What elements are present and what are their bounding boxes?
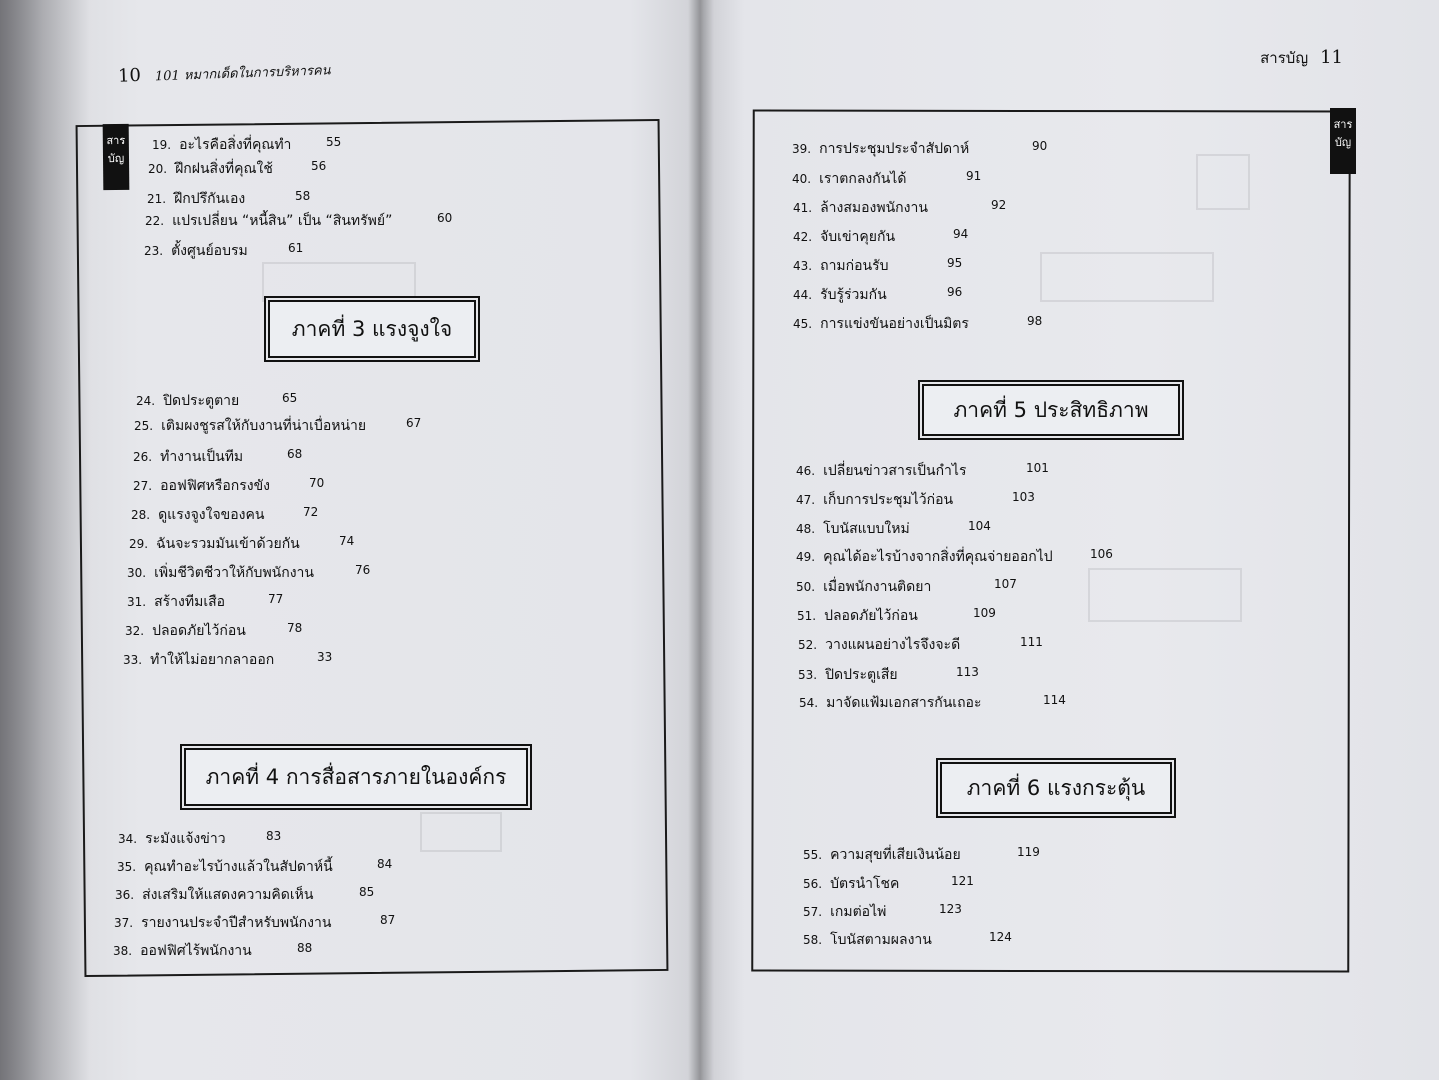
entry-title: ถามก่อนรับ bbox=[820, 258, 889, 274]
entry-title: เมื่อพนักงานติดยา bbox=[823, 579, 932, 595]
entry-number: 56. bbox=[803, 877, 823, 891]
toc-entry bbox=[115, 884, 375, 906]
entry-number: 46. bbox=[796, 464, 816, 478]
entry-page: 76 bbox=[355, 563, 371, 577]
entry-number: 41. bbox=[793, 201, 813, 215]
entry-number: 52. bbox=[798, 638, 818, 652]
toc-entry bbox=[798, 664, 979, 686]
toc-entry bbox=[145, 210, 453, 232]
section-header-6: ภาคที่ 6 แรงกระตุ้น bbox=[940, 762, 1172, 814]
entry-page: 101 bbox=[1026, 461, 1049, 475]
toc-entry bbox=[798, 634, 1043, 656]
toc-entry bbox=[131, 504, 319, 526]
entry-page: 61 bbox=[288, 241, 304, 255]
entry-page: 111 bbox=[1020, 635, 1043, 649]
toc-entry bbox=[796, 518, 991, 540]
entry-title: เก็บการประชุมไว้ก่อน bbox=[823, 492, 954, 508]
entry-number: 54. bbox=[799, 696, 819, 710]
entry-page: 77 bbox=[268, 592, 284, 606]
entry-number: 53. bbox=[798, 668, 818, 682]
entry-number: 40. bbox=[792, 172, 812, 186]
entry-number: 35. bbox=[117, 860, 137, 874]
entry-title: ปิดประตูตาย bbox=[163, 393, 240, 409]
entry-title: ความสุขที่เสียเงินน้อย bbox=[830, 847, 961, 863]
right-running-title: สารบัญ bbox=[1260, 49, 1309, 67]
left-running-title: 101 หมากเด็ดในการบริหารคน bbox=[154, 63, 331, 85]
right-section-tab bbox=[1330, 108, 1356, 174]
entry-title: คุณได้อะไรบ้างจากสิ่งที่คุณจ่ายออกไป bbox=[823, 549, 1053, 565]
entry-title: เกมต่อไพ่ bbox=[830, 904, 887, 920]
entry-page: 88 bbox=[297, 941, 313, 955]
entry-title: อะไรคือสิ่งที่คุณทำ bbox=[179, 137, 292, 153]
entry-title: รับรู้ร่วมกัน bbox=[820, 287, 887, 303]
entry-number: 49. bbox=[796, 550, 816, 564]
entry-title: ฝึกฝนสิ่งที่คุณใช้ bbox=[175, 161, 273, 177]
entry-number: 38. bbox=[113, 944, 133, 958]
toc-entry bbox=[796, 576, 1017, 598]
entry-number: 22. bbox=[145, 214, 165, 228]
entry-number: 29. bbox=[129, 537, 149, 551]
entry-number: 32. bbox=[125, 624, 145, 638]
toc-entry bbox=[147, 188, 311, 210]
entry-number: 48. bbox=[796, 522, 816, 536]
entry-title: จับเข่าคุยกัน bbox=[820, 229, 896, 245]
entry-page: 65 bbox=[282, 391, 298, 405]
section-header-4: ภาคที่ 4 การสื่อสารภายในองค์กร bbox=[184, 748, 528, 806]
entry-number: 23. bbox=[144, 244, 164, 258]
toc-entry bbox=[797, 605, 996, 627]
entry-title: บัตรนำโชค bbox=[830, 876, 900, 892]
entry-number: 57. bbox=[803, 905, 823, 919]
entry-title: คุณทำอะไรบ้างแล้วในสัปดาห์นี้ bbox=[144, 859, 333, 875]
entry-title: ปิดประตูเสีย bbox=[825, 667, 898, 683]
entry-number: 33. bbox=[123, 653, 143, 667]
entry-title: ส่งเสริมให้แสดงความคิดเห็น bbox=[142, 887, 314, 903]
entry-title: ดูแรงจูงใจของคน bbox=[158, 507, 265, 523]
entry-page: 70 bbox=[309, 476, 325, 490]
entry-number: 42. bbox=[793, 230, 813, 244]
toc-entry bbox=[129, 533, 355, 555]
toc-entry bbox=[793, 313, 1043, 335]
entry-title: การประชุมประจำสัปดาห์ bbox=[819, 141, 970, 157]
entry-page: 106 bbox=[1090, 547, 1113, 561]
toc-entry bbox=[796, 460, 1049, 482]
entry-page: 55 bbox=[326, 135, 342, 149]
toc-entry bbox=[133, 475, 325, 497]
toc-entry bbox=[793, 255, 963, 277]
toc-entry bbox=[136, 390, 298, 412]
toc-entry bbox=[796, 489, 1035, 511]
entry-page: 56 bbox=[311, 159, 327, 173]
section-header-3: ภาคที่ 3 แรงจูงใจ bbox=[268, 300, 476, 358]
entry-title: เปลี่ยนข่าวสารเป็นกำไร bbox=[823, 463, 967, 479]
toc-entry bbox=[123, 649, 333, 671]
entry-title: การแข่งขันอย่างเป็นมิตร bbox=[820, 316, 969, 332]
toc-entry bbox=[803, 929, 1012, 951]
entry-title: ออฟฟิศหรือกรงขัง bbox=[160, 478, 271, 494]
entry-page: 113 bbox=[956, 665, 979, 679]
toc-entry bbox=[133, 446, 303, 468]
entry-title: ล้างสมองพนักงาน bbox=[820, 200, 928, 216]
toc-entry bbox=[803, 901, 962, 923]
toc-entry bbox=[127, 562, 371, 584]
entry-number: 34. bbox=[118, 832, 138, 846]
entry-page: 109 bbox=[973, 606, 996, 620]
tab-text-line-2: บัญ bbox=[107, 151, 125, 166]
entry-page: 92 bbox=[991, 198, 1007, 212]
entry-page: 72 bbox=[303, 505, 319, 519]
left-section-tab bbox=[103, 124, 130, 190]
entry-title: เติมผงชูรสให้กับงานที่น่าเบื่อหน่าย bbox=[161, 418, 367, 434]
toc-entry bbox=[152, 134, 342, 156]
toc-entry bbox=[127, 591, 284, 613]
entry-number: 31. bbox=[127, 595, 147, 609]
entry-page: 96 bbox=[947, 285, 963, 299]
entry-number: 19. bbox=[152, 138, 172, 152]
entry-title: เราตกลงกันได้ bbox=[819, 171, 907, 187]
entry-page: 58 bbox=[295, 189, 311, 203]
toc-entry bbox=[803, 873, 974, 895]
entry-number: 26. bbox=[133, 450, 153, 464]
entry-title: ระมังแจ้งข่าว bbox=[145, 831, 226, 847]
entry-page: 84 bbox=[377, 857, 393, 871]
toc-entry bbox=[117, 856, 393, 878]
entry-number: 36. bbox=[115, 888, 135, 902]
entry-title: รายงานประจำปีสำหรับพนักงาน bbox=[141, 915, 332, 931]
toc-entry bbox=[793, 226, 969, 248]
entry-number: 24. bbox=[136, 394, 156, 408]
entry-page: 114 bbox=[1043, 693, 1066, 707]
toc-entry bbox=[148, 158, 327, 180]
toc-entry bbox=[796, 546, 1113, 568]
tab-text-line-2: บัญ bbox=[1334, 136, 1352, 149]
entry-page: 103 bbox=[1012, 490, 1035, 504]
toc-entry bbox=[792, 138, 1048, 160]
tab-text-line-1: สาร bbox=[106, 133, 126, 148]
entry-title: แปรเปลี่ยน “หนี้สิน” เป็น “สินทรัพย์” bbox=[172, 213, 393, 229]
entry-number: 55. bbox=[803, 848, 823, 862]
entry-number: 47. bbox=[796, 493, 816, 507]
entry-title: ฝึกปรึกันเอง bbox=[174, 191, 246, 207]
entry-number: 37. bbox=[114, 916, 134, 930]
entry-page: 85 bbox=[359, 885, 375, 899]
entry-page: 91 bbox=[966, 169, 982, 183]
toc-entry bbox=[134, 415, 422, 437]
entry-page: 95 bbox=[947, 256, 963, 270]
toc-entry bbox=[114, 912, 396, 934]
entry-page: 94 bbox=[953, 227, 969, 241]
entry-number: 51. bbox=[797, 609, 817, 623]
tab-text-line-1: สาร bbox=[1333, 118, 1353, 131]
entry-number: 58. bbox=[803, 933, 823, 947]
entry-number: 39. bbox=[792, 142, 812, 156]
section-header-5: ภาคที่ 5 ประสิทธิภาพ bbox=[922, 384, 1180, 436]
entry-title: ออฟฟิศไร้พนักงาน bbox=[140, 943, 252, 959]
right-page-number: 11 bbox=[1320, 47, 1343, 68]
toc-entry bbox=[792, 168, 982, 190]
entry-page: 104 bbox=[968, 519, 991, 533]
entry-title: ปลอดภัยไว้ก่อน bbox=[824, 608, 918, 624]
book-gutter bbox=[688, 0, 714, 1080]
entry-title: สร้างทีมเสือ bbox=[154, 594, 226, 610]
entry-page: 60 bbox=[437, 211, 453, 225]
entry-page: 33 bbox=[317, 650, 333, 664]
entry-page: 123 bbox=[939, 902, 962, 916]
entry-title: ฉันจะรวมมันเข้าด้วยกัน bbox=[156, 536, 300, 552]
entry-number: 30. bbox=[127, 566, 147, 580]
entry-number: 20. bbox=[148, 162, 168, 176]
toc-entry bbox=[793, 284, 963, 306]
toc-entry bbox=[803, 844, 1040, 866]
entry-page: 107 bbox=[994, 577, 1017, 591]
entry-title: โบนัสตามผลงาน bbox=[830, 932, 932, 948]
entry-page: 124 bbox=[989, 930, 1012, 944]
entry-title: ตั้งศูนย์อบรม bbox=[171, 243, 248, 259]
entry-page: 87 bbox=[380, 913, 396, 927]
entry-number: 43. bbox=[793, 259, 813, 273]
entry-page: 119 bbox=[1017, 845, 1040, 859]
entry-title: เพิ่มชีวิตชีวาให้กับพนักงาน bbox=[154, 565, 314, 581]
entry-number: 25. bbox=[134, 419, 154, 433]
entry-number: 21. bbox=[147, 192, 167, 206]
entry-title: มาจัดแฟ้มเอกสารกันเถอะ bbox=[826, 695, 982, 711]
toc-entry bbox=[799, 692, 1066, 714]
entry-number: 50. bbox=[796, 580, 816, 594]
entry-number: 28. bbox=[131, 508, 151, 522]
entry-page: 78 bbox=[287, 621, 303, 635]
entry-title: ทำงานเป็นทีม bbox=[160, 449, 244, 465]
entry-number: 27. bbox=[133, 479, 153, 493]
entry-page: 74 bbox=[339, 534, 355, 548]
toc-entry bbox=[118, 828, 282, 850]
entry-title: วางแผนอย่างไรจึงจะดี bbox=[825, 637, 961, 653]
toc-entry bbox=[125, 620, 303, 642]
entry-page: 90 bbox=[1032, 139, 1048, 153]
entry-page: 67 bbox=[406, 416, 422, 430]
entry-page: 121 bbox=[951, 874, 974, 888]
toc-entry bbox=[113, 940, 313, 962]
toc-entry bbox=[793, 197, 1007, 219]
right-running-head bbox=[1260, 46, 1343, 70]
entry-title: ทำให้ไม่อยากลาออก bbox=[150, 652, 275, 668]
entry-number: 44. bbox=[793, 288, 813, 302]
entry-page: 83 bbox=[266, 829, 282, 843]
toc-entry bbox=[144, 240, 304, 262]
entry-title: ปลอดภัยไว้ก่อน bbox=[152, 623, 246, 639]
entry-title: โบนัสแบบใหม่ bbox=[823, 521, 910, 537]
left-page-number: 10 bbox=[117, 64, 142, 87]
entry-page: 68 bbox=[287, 447, 303, 461]
entry-page: 98 bbox=[1027, 314, 1043, 328]
entry-number: 45. bbox=[793, 317, 813, 331]
